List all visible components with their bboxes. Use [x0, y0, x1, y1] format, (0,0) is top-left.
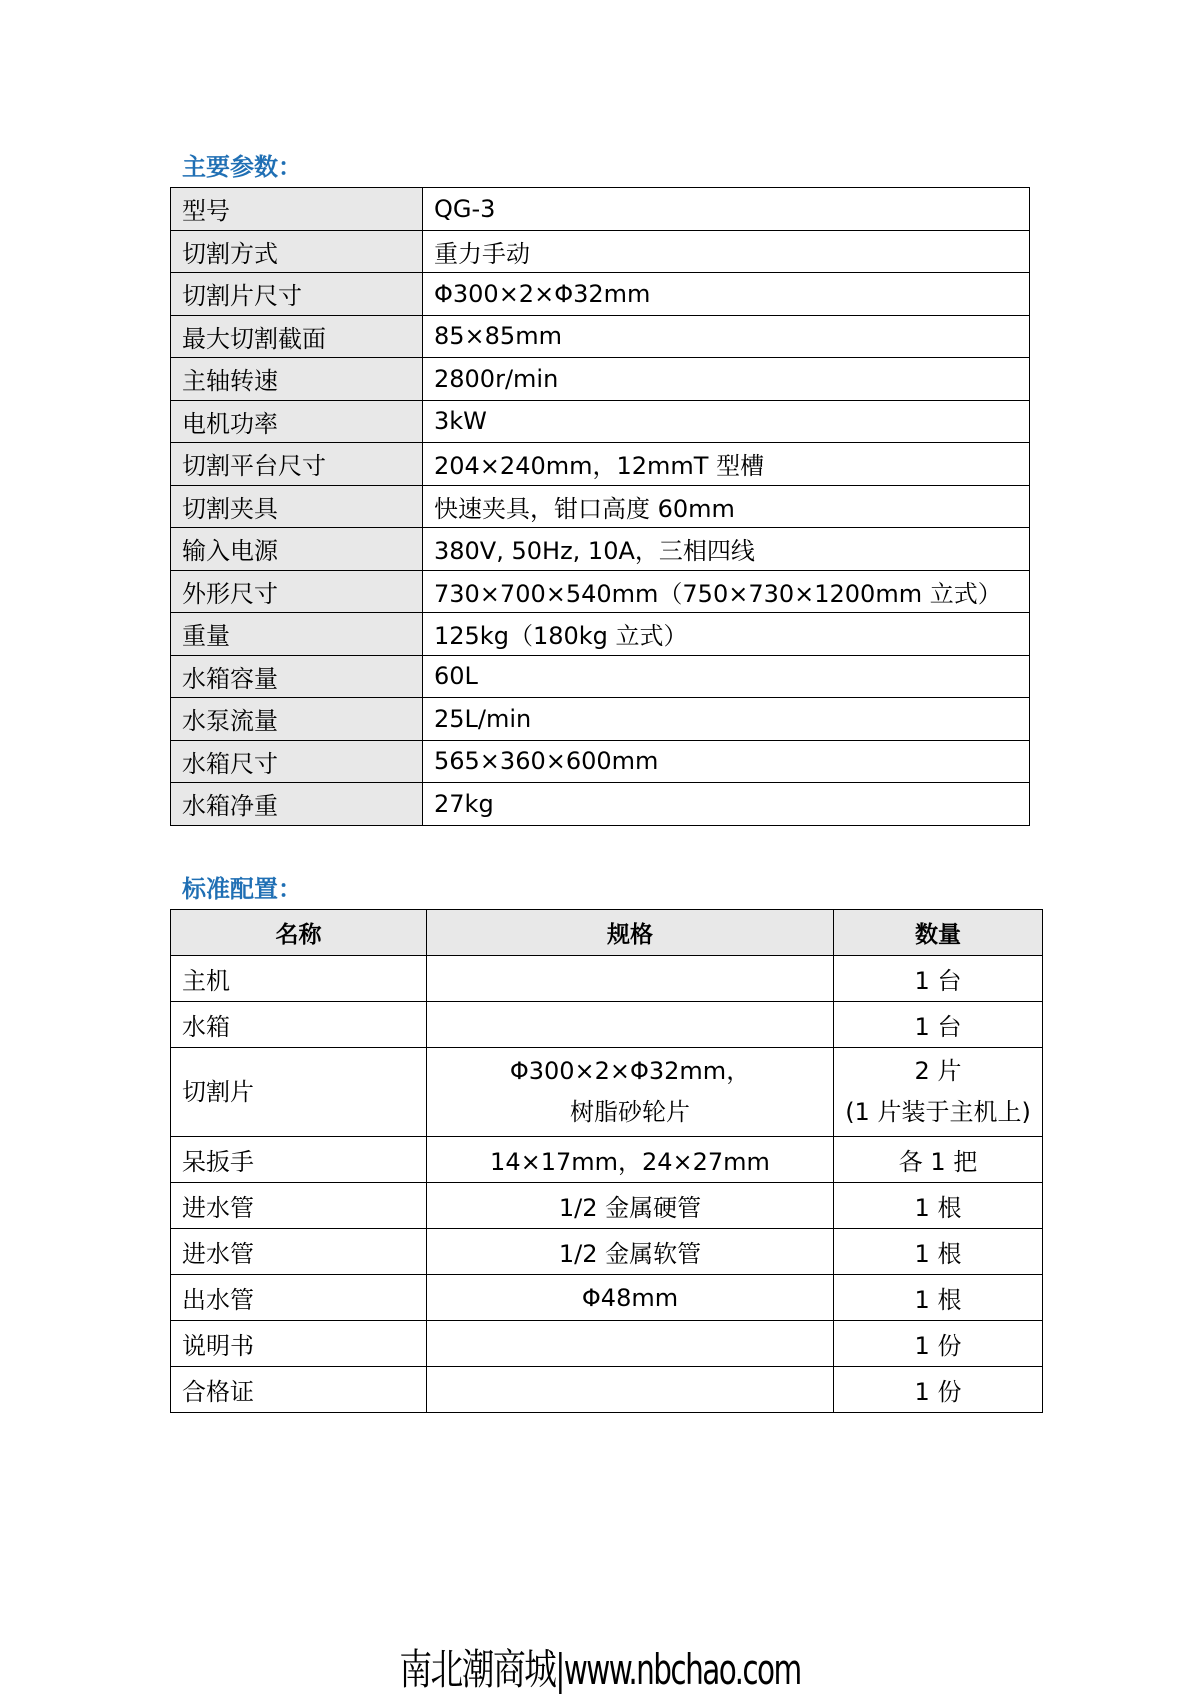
- config-spec: [427, 1048, 834, 1137]
- param-value: 25L/min: [423, 698, 1030, 741]
- param-label: 外形尺寸: [171, 570, 423, 613]
- params-row: [171, 783, 1030, 826]
- config-spec-line1: Φ300×2×Φ32mm，: [509, 1057, 751, 1085]
- params-row: [171, 273, 1030, 316]
- param-value: Φ300×2×Φ32mm: [423, 273, 1030, 316]
- config-spec: [427, 1321, 834, 1367]
- config-qty: [834, 1002, 1043, 1048]
- config-qty: [834, 1367, 1043, 1413]
- config-name: 主机: [171, 956, 427, 1002]
- config-name: 说明书: [171, 1321, 427, 1367]
- param-label: 最大切割截面: [171, 315, 423, 358]
- param-label: 型号: [171, 188, 423, 231]
- params-row: [171, 485, 1030, 528]
- params-row: [171, 740, 1030, 783]
- header-qty: 数量: [834, 910, 1043, 956]
- config-qty: [834, 1183, 1043, 1229]
- config-name: 出水管: [171, 1275, 427, 1321]
- param-value: 3kW: [423, 400, 1030, 443]
- config-name: 水箱: [171, 1002, 427, 1048]
- config-qty-line1: 1 根: [914, 1194, 962, 1222]
- config-qty: [834, 1321, 1043, 1367]
- config-qty: [834, 1048, 1043, 1137]
- param-value: 380V, 50Hz, 10A，三相四线: [423, 528, 1030, 571]
- config-spec-line1: 14×17mm，24×27mm: [490, 1148, 770, 1176]
- config-qty-line1: 1 根: [914, 1240, 962, 1268]
- config-name: 进水管: [171, 1229, 427, 1275]
- config-name: 切割片: [171, 1048, 427, 1137]
- param-value: 204×240mm，12mmT 型槽: [423, 443, 1030, 486]
- config-spec: [427, 1183, 834, 1229]
- params-row: [171, 230, 1030, 273]
- config-section-title: 标准配置：: [182, 875, 302, 903]
- config-name: 呆扳手: [171, 1137, 427, 1183]
- config-spec: [427, 1229, 834, 1275]
- config-spec: [427, 1002, 834, 1048]
- config-qty-line1: 各 1 把: [898, 1148, 978, 1176]
- config-spec: [427, 1275, 834, 1321]
- param-label: 水泵流量: [171, 698, 423, 741]
- config-spec: [427, 1367, 834, 1413]
- config-spec-line1: 1/2 金属软管: [558, 1240, 702, 1268]
- param-value: 27kg: [423, 783, 1030, 826]
- params-row: [171, 400, 1030, 443]
- params-table: [170, 187, 1030, 826]
- params-row: [171, 315, 1030, 358]
- params-row: [171, 698, 1030, 741]
- param-label: 主轴转速: [171, 358, 423, 401]
- param-label: 水箱尺寸: [171, 740, 423, 783]
- param-value: 730×700×540mm（750×730×1200mm 立式）: [423, 570, 1030, 613]
- config-qty: [834, 956, 1043, 1002]
- params-row: [171, 188, 1030, 231]
- param-label: 切割方式: [171, 230, 423, 273]
- params-row: [171, 443, 1030, 486]
- params-row: [171, 570, 1030, 613]
- config-spec-line2: 树脂砂轮片: [570, 1098, 690, 1126]
- param-value: 2800r/min: [423, 358, 1030, 401]
- config-spec: [427, 956, 834, 1002]
- param-label: 水箱净重: [171, 783, 423, 826]
- config-qty-line1: 1 台: [914, 967, 962, 995]
- param-value: 60L: [423, 655, 1030, 698]
- config-row: [171, 1048, 1043, 1137]
- config-spec: [427, 1137, 834, 1183]
- params-row: [171, 655, 1030, 698]
- footer-watermark: 南北潮商城|www.nbchao.com: [399, 1645, 801, 1694]
- config-row: [171, 1137, 1043, 1183]
- param-label: 重量: [171, 613, 423, 656]
- header-spec: 规格: [427, 910, 834, 956]
- config-row: [171, 1321, 1043, 1367]
- param-value: 125kg（180kg 立式）: [423, 613, 1030, 656]
- params-row: [171, 528, 1030, 571]
- config-qty-line2: (1 片装于主机上): [845, 1098, 1031, 1126]
- params-row: [171, 613, 1030, 656]
- config-row: [171, 1367, 1043, 1413]
- config-row: [171, 1275, 1043, 1321]
- config-spec-line1: 1/2 金属硬管: [558, 1194, 702, 1222]
- param-value: 565×360×600mm: [423, 740, 1030, 783]
- param-label: 切割片尺寸: [171, 273, 423, 316]
- config-row: [171, 1229, 1043, 1275]
- config-row: [171, 956, 1043, 1002]
- param-label: 切割夹具: [171, 485, 423, 528]
- config-qty: [834, 1137, 1043, 1183]
- config-name: 合格证: [171, 1367, 427, 1413]
- config-header-row: [171, 910, 1043, 956]
- param-label: 电机功率: [171, 400, 423, 443]
- config-qty: [834, 1275, 1043, 1321]
- param-value: QG-3: [423, 188, 1030, 231]
- param-label: 水箱容量: [171, 655, 423, 698]
- param-value: 快速夹具，钳口高度 60mm: [423, 485, 1030, 528]
- params-row: [171, 358, 1030, 401]
- config-row: [171, 1183, 1043, 1229]
- params-section-title: 主要参数：: [182, 153, 302, 181]
- config-qty: [834, 1229, 1043, 1275]
- config-qty-line1: 2 片: [914, 1057, 962, 1085]
- header-name: 名称: [171, 910, 427, 956]
- param-value: 重力手动: [423, 230, 1030, 273]
- config-qty-line1: 1 根: [914, 1286, 962, 1314]
- config-qty-line1: 1 台: [914, 1013, 962, 1041]
- param-value: 85×85mm: [423, 315, 1030, 358]
- config-spec-line1: Φ48mm: [581, 1283, 679, 1312]
- config-qty-line1: 1 份: [914, 1332, 962, 1360]
- config-name: 进水管: [171, 1183, 427, 1229]
- param-label: 切割平台尺寸: [171, 443, 423, 486]
- param-label: 输入电源: [171, 528, 423, 571]
- config-row: [171, 1002, 1043, 1048]
- config-table: [170, 909, 1043, 1413]
- config-qty-line1: 1 份: [914, 1378, 962, 1406]
